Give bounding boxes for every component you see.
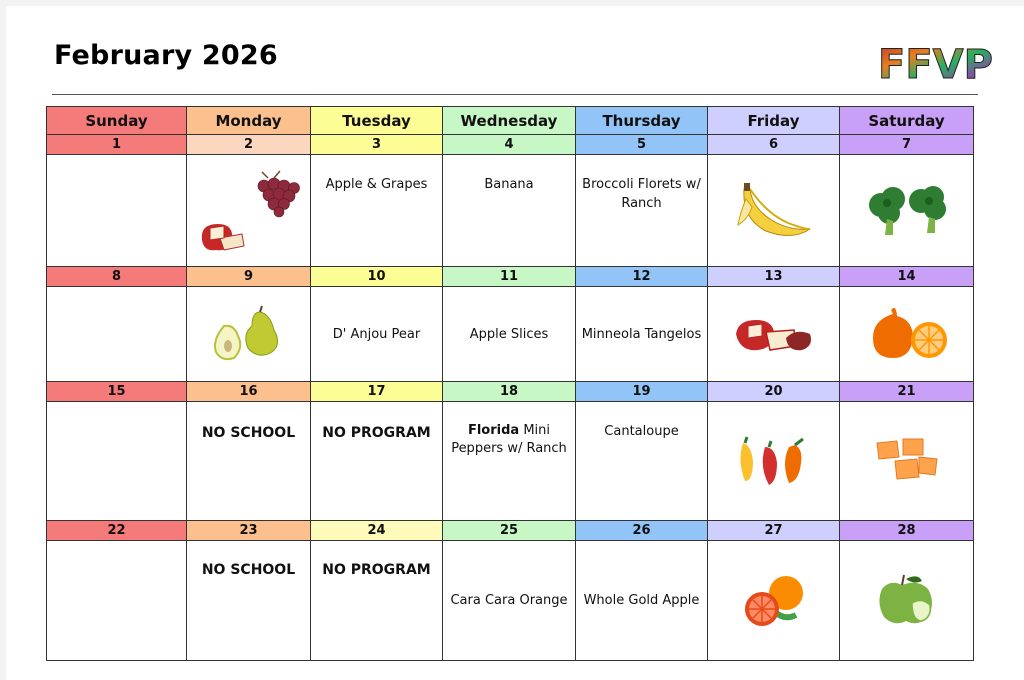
date-number: 19	[576, 382, 708, 402]
weekday-wednesday: Wednesday	[443, 107, 576, 135]
ffvp-logo	[876, 42, 993, 88]
date-number: 11	[443, 267, 576, 287]
weekday-tuesday: Tuesday	[311, 107, 443, 135]
day-cell: Whole Gold Apple	[576, 541, 708, 661]
day-cell	[708, 541, 840, 661]
day-cell: Cara Cara Orange	[443, 541, 576, 661]
page-title: February 2026	[54, 40, 278, 71]
title-divider	[52, 94, 978, 95]
day-cell	[840, 155, 974, 267]
no-school-cell: NO SCHOOL	[187, 402, 311, 521]
date-number: 10	[311, 267, 443, 287]
day-cell	[47, 155, 187, 267]
date-number: 17	[311, 382, 443, 402]
day-cell	[708, 155, 840, 267]
date-number-row	[47, 135, 974, 155]
day-cell: Broccoli Florets w/ Ranch	[576, 155, 708, 267]
day-content-row	[47, 402, 974, 521]
date-number: 2	[187, 135, 311, 155]
day-cell	[708, 402, 840, 521]
weekday-friday: Friday	[708, 107, 840, 135]
weekday-thursday: Thursday	[576, 107, 708, 135]
day-cell: Apple Slices	[443, 287, 576, 382]
day-cell	[840, 541, 974, 661]
banana-icon	[726, 179, 822, 243]
date-number: 21	[840, 382, 974, 402]
day-cell: Minneola Tangelos	[576, 287, 708, 382]
weekday-saturday: Saturday	[840, 107, 974, 135]
date-number: 5	[576, 135, 708, 155]
no-program-cell: NO PROGRAM	[311, 541, 443, 661]
pear-icon	[204, 304, 294, 364]
date-number: 8	[47, 267, 187, 287]
day-content-row	[47, 155, 974, 267]
logo-text: FFVP	[878, 42, 993, 88]
date-number: 16	[187, 382, 311, 402]
day-cell-text: Mini Peppers w/ Ranch	[451, 423, 567, 456]
date-number: 3	[311, 135, 443, 155]
day-content-row	[47, 541, 974, 661]
date-number: 25	[443, 521, 576, 541]
date-number: 14	[840, 267, 974, 287]
date-number: 7	[840, 135, 974, 155]
weekday-header-row	[47, 107, 974, 135]
day-cell	[840, 287, 974, 382]
calendar-grid	[46, 106, 974, 661]
date-number: 23	[187, 521, 311, 541]
weekday-sunday: Sunday	[47, 107, 187, 135]
date-number-row	[47, 382, 974, 402]
florida-label: Florida	[467, 423, 520, 438]
day-cell	[47, 287, 187, 382]
day-cell: D' Anjou Pear	[311, 287, 443, 382]
date-number: 28	[840, 521, 974, 541]
day-content-row	[47, 287, 974, 382]
date-number: 12	[576, 267, 708, 287]
day-cell	[187, 155, 311, 267]
date-number: 6	[708, 135, 840, 155]
date-number: 4	[443, 135, 576, 155]
green-apple-icon	[872, 571, 942, 631]
no-program-cell: NO PROGRAM	[311, 402, 443, 521]
date-number: 27	[708, 521, 840, 541]
day-cell: Apple & Grapes	[311, 155, 443, 267]
date-number: 1	[47, 135, 187, 155]
tangelo-icon	[859, 304, 955, 364]
broccoli-icon	[859, 179, 955, 243]
day-cell	[708, 287, 840, 382]
day-cell	[840, 402, 974, 521]
grapes-apple-icon	[190, 168, 308, 254]
no-school-cell: NO SCHOOL	[187, 541, 311, 661]
date-number: 20	[708, 382, 840, 402]
day-cell	[187, 287, 311, 382]
date-number: 15	[47, 382, 187, 402]
mini-peppers-icon	[729, 433, 819, 489]
orange-icon	[734, 571, 814, 631]
day-cell: Banana	[443, 155, 576, 267]
date-number: 22	[47, 521, 187, 541]
date-number: 18	[443, 382, 576, 402]
day-cell	[443, 402, 576, 521]
date-number-row	[47, 521, 974, 541]
date-number: 24	[311, 521, 443, 541]
cantaloupe-icon	[867, 433, 947, 489]
day-cell	[47, 402, 187, 521]
day-cell	[47, 541, 187, 661]
date-number: 13	[708, 267, 840, 287]
date-number: 9	[187, 267, 311, 287]
day-cell: Cantaloupe	[576, 402, 708, 521]
date-number-row	[47, 267, 974, 287]
apple-slices-icon	[726, 308, 822, 360]
weekday-monday: Monday	[187, 107, 311, 135]
date-number: 26	[576, 521, 708, 541]
